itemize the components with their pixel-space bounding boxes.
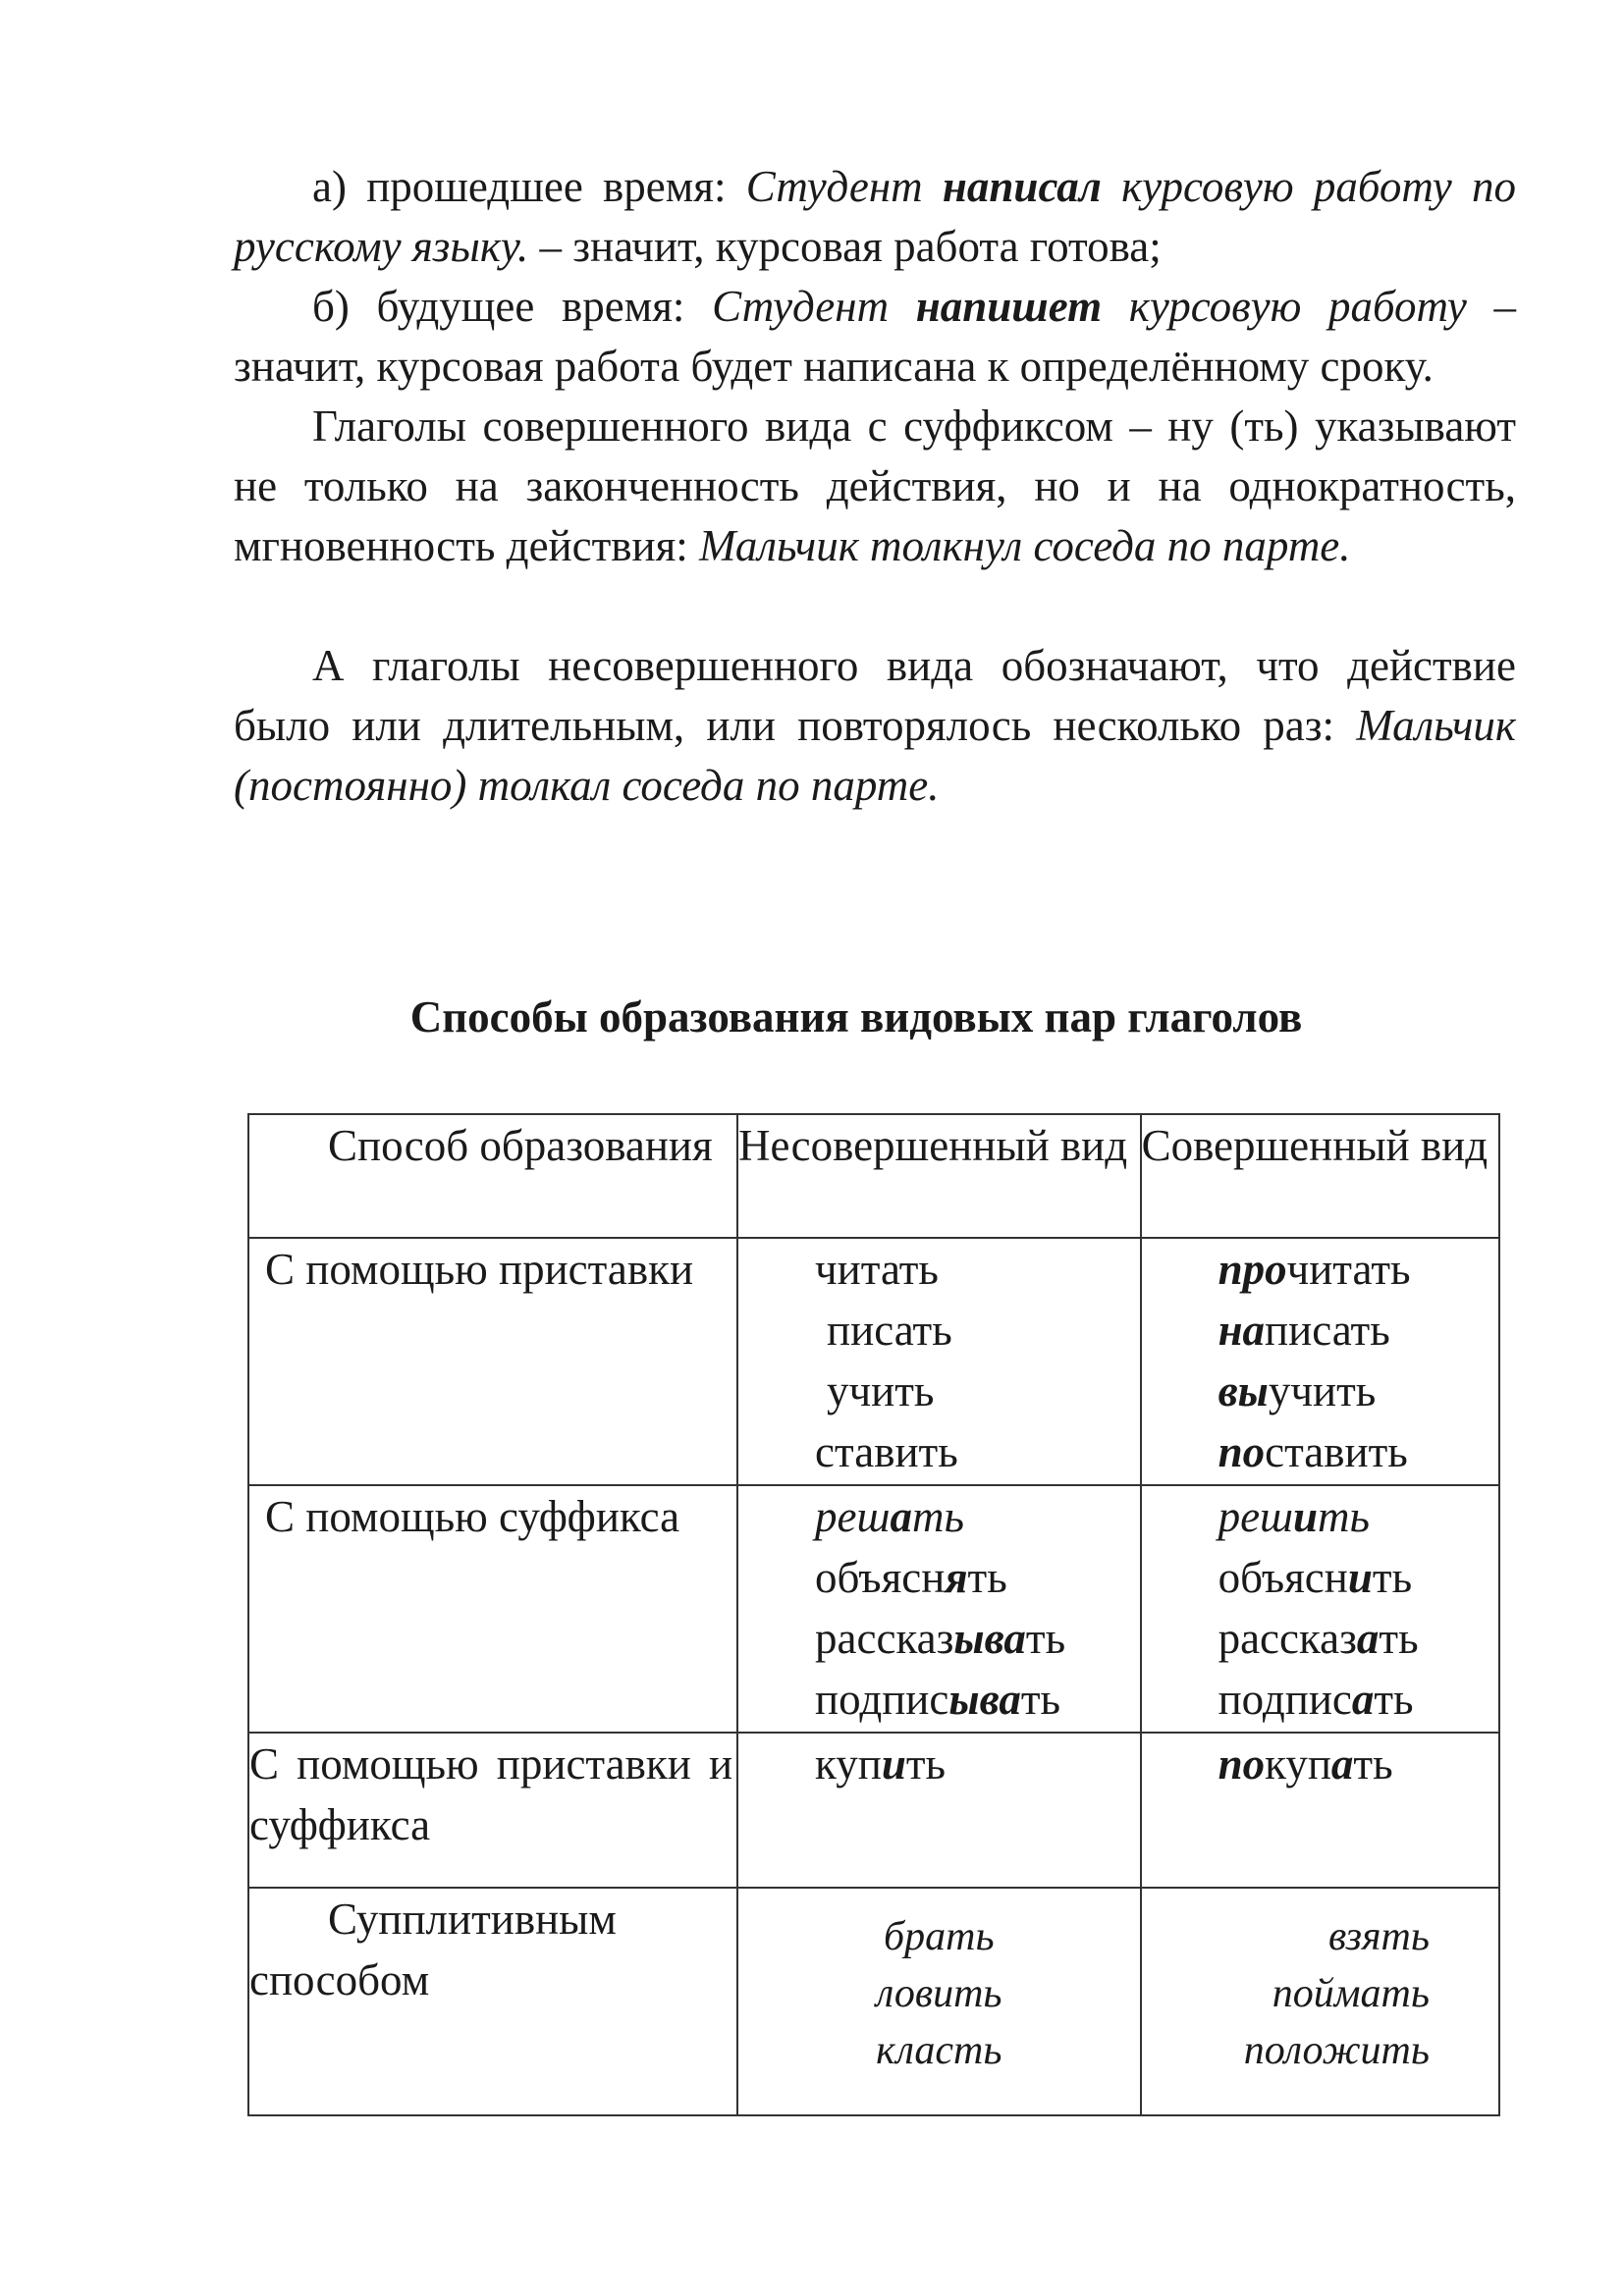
verb-item: поймать <box>1272 1971 1430 2016</box>
verb-item: класть <box>876 2028 1002 2073</box>
verb-ending: ть <box>911 1492 964 1541</box>
imperfective-cell <box>737 1888 1141 2115</box>
text-span: а) прошедшее время: <box>312 162 746 211</box>
verb-item: взять <box>1327 1914 1430 1959</box>
verb-stem: писать <box>1265 1306 1390 1355</box>
verb-item <box>1218 1669 1498 1730</box>
verb-item: учить <box>827 1366 935 1415</box>
label-line: Супплитивным <box>328 1895 617 1944</box>
verb-ending: ть <box>905 1739 947 1789</box>
prefix-mark: по <box>1218 1739 1266 1789</box>
verb-item: писать <box>827 1306 952 1355</box>
verb-item <box>1218 1300 1498 1361</box>
verb-aspect-table <box>247 1113 1500 2116</box>
verb-ending: ть <box>1318 1492 1371 1541</box>
text-span: б) будущее время: <box>312 282 713 331</box>
prefix-mark: вы <box>1218 1366 1269 1415</box>
label-line: способом <box>249 1955 430 2004</box>
prefix-mark: на <box>1218 1306 1266 1355</box>
verb-ending: ть <box>1025 1614 1066 1663</box>
prefix-mark: про <box>1218 1245 1287 1294</box>
highlighted-verb: напишет <box>915 282 1103 331</box>
header-method: Способ образования <box>248 1114 737 1238</box>
verb-item <box>1218 1608 1498 1669</box>
verb-ending: ть <box>1372 1553 1413 1602</box>
highlighted-verb: написал <box>942 162 1102 211</box>
verb-item <box>815 1608 1140 1669</box>
verb-item <box>815 1486 1140 1547</box>
verb-item <box>815 1734 1140 1794</box>
suffix-mark: а <box>1356 1614 1380 1663</box>
verb-stem: реш <box>1218 1492 1294 1541</box>
suffix-mark: и <box>881 1739 906 1789</box>
suffix-mark: а <box>1351 1675 1375 1724</box>
suffix-mark: и <box>1347 1553 1373 1602</box>
verb-stem: читать <box>1286 1245 1411 1294</box>
verb-item: ловить <box>876 1971 1002 2016</box>
suffix-mark: ыва <box>953 1614 1026 1663</box>
row-label-suppletive <box>248 1888 737 2115</box>
text-span: – значит, курсовая работа готова; <box>528 222 1162 271</box>
text-span: А глаголы несовершенного вида обозначают, что действие было или длительным, или повторялось несколько раз: <box>234 641 1516 750</box>
row-label-prefix-suffix: С помощью приставки и суффикса <box>248 1733 737 1888</box>
verb-ending: ть <box>967 1553 1007 1602</box>
table-row-prefix <box>248 1238 1499 1485</box>
paragraph-future-tense <box>234 277 1516 397</box>
header-imperfective: Несовершенный вид <box>737 1114 1141 1238</box>
example-text: курсовую работу <box>1102 282 1467 331</box>
suffix-mark: я <box>945 1553 968 1602</box>
verb-item <box>815 1547 1140 1608</box>
perfective-cell <box>1141 1485 1499 1733</box>
verb-stem: учить <box>1268 1366 1377 1415</box>
table-row-suffix <box>248 1485 1499 1733</box>
example-text: Мальчик толкнул соседа по парте. <box>699 521 1351 570</box>
text-span: Глаголы совершенного вида с суффиксом – ну (ть) указывают не только на законченность действия, но и на однократность, мгновенность действия: <box>234 401 1516 570</box>
perfective-cell <box>1141 1888 1499 2115</box>
paragraph-perfective-suffix <box>234 397 1516 576</box>
example-text: Мальчик (постоянно) толкал соседа по парте. <box>234 701 1516 810</box>
verb-stem: подпис <box>1218 1675 1352 1724</box>
suffix-mark: ыва <box>948 1675 1021 1724</box>
row-label-prefix: С помощью приставки <box>248 1238 737 1485</box>
example-text: Студент <box>745 162 943 211</box>
verb-stem: подпис <box>815 1675 949 1724</box>
verb-stem: объясн <box>815 1553 946 1602</box>
table-row-prefix-suffix <box>248 1733 1499 1888</box>
verb-ending: ть <box>1374 1675 1414 1724</box>
imperfective-cell <box>737 1733 1141 1888</box>
verb-stem: куп <box>815 1739 882 1789</box>
verb-item <box>1218 1547 1498 1608</box>
verb-item: положить <box>1243 2028 1430 2073</box>
suffix-mark: и <box>1293 1492 1319 1541</box>
table-header-row <box>248 1114 1499 1238</box>
verb-stem: объясн <box>1218 1553 1348 1602</box>
verb-stem: рассказ <box>815 1614 954 1663</box>
verb-item: брать <box>884 1914 995 1959</box>
verb-stem: ставить <box>1265 1427 1408 1476</box>
verb-item <box>1218 1421 1498 1482</box>
verb-stem: реш <box>815 1492 891 1541</box>
perfective-cell <box>1141 1238 1499 1485</box>
suffix-mark: а <box>890 1492 912 1541</box>
table-row-suppletive <box>248 1888 1499 2115</box>
example-text: Студент <box>712 282 916 331</box>
prefix-mark: по <box>1218 1427 1266 1476</box>
verb-stem: рассказ <box>1218 1614 1357 1663</box>
perfective-cell <box>1141 1733 1499 1888</box>
verb-item <box>815 1669 1140 1730</box>
verb-ending: ть <box>1020 1675 1061 1724</box>
imperfective-cell <box>737 1485 1141 1733</box>
example-text: курсовую работу по русскому языку. <box>234 162 1517 271</box>
verb-item <box>1218 1486 1498 1547</box>
paragraph-imperfective <box>234 636 1516 816</box>
header-perfective: Совершенный вид <box>1141 1114 1499 1238</box>
paragraph-past-tense <box>234 157 1516 277</box>
verb-item <box>1218 1239 1498 1300</box>
verb-item <box>1218 1361 1498 1421</box>
suffix-mark: а <box>1330 1739 1354 1789</box>
row-label-suffix: С помощью суффикса <box>248 1485 737 1733</box>
verb-ending: ть <box>1353 1739 1393 1789</box>
text-span: – значит, курсовая работа будет написана к определённому сроку. <box>234 282 1517 391</box>
imperfective-cell <box>737 1238 1141 1485</box>
verb-ending: ть <box>1379 1614 1419 1663</box>
verb-item: читать <box>815 1245 939 1294</box>
verb-item: ставить <box>815 1427 958 1476</box>
table-title: Способы образования видовых пар глаголов <box>409 992 1303 1041</box>
verb-item <box>1218 1734 1498 1794</box>
verb-stem: куп <box>1265 1739 1331 1789</box>
